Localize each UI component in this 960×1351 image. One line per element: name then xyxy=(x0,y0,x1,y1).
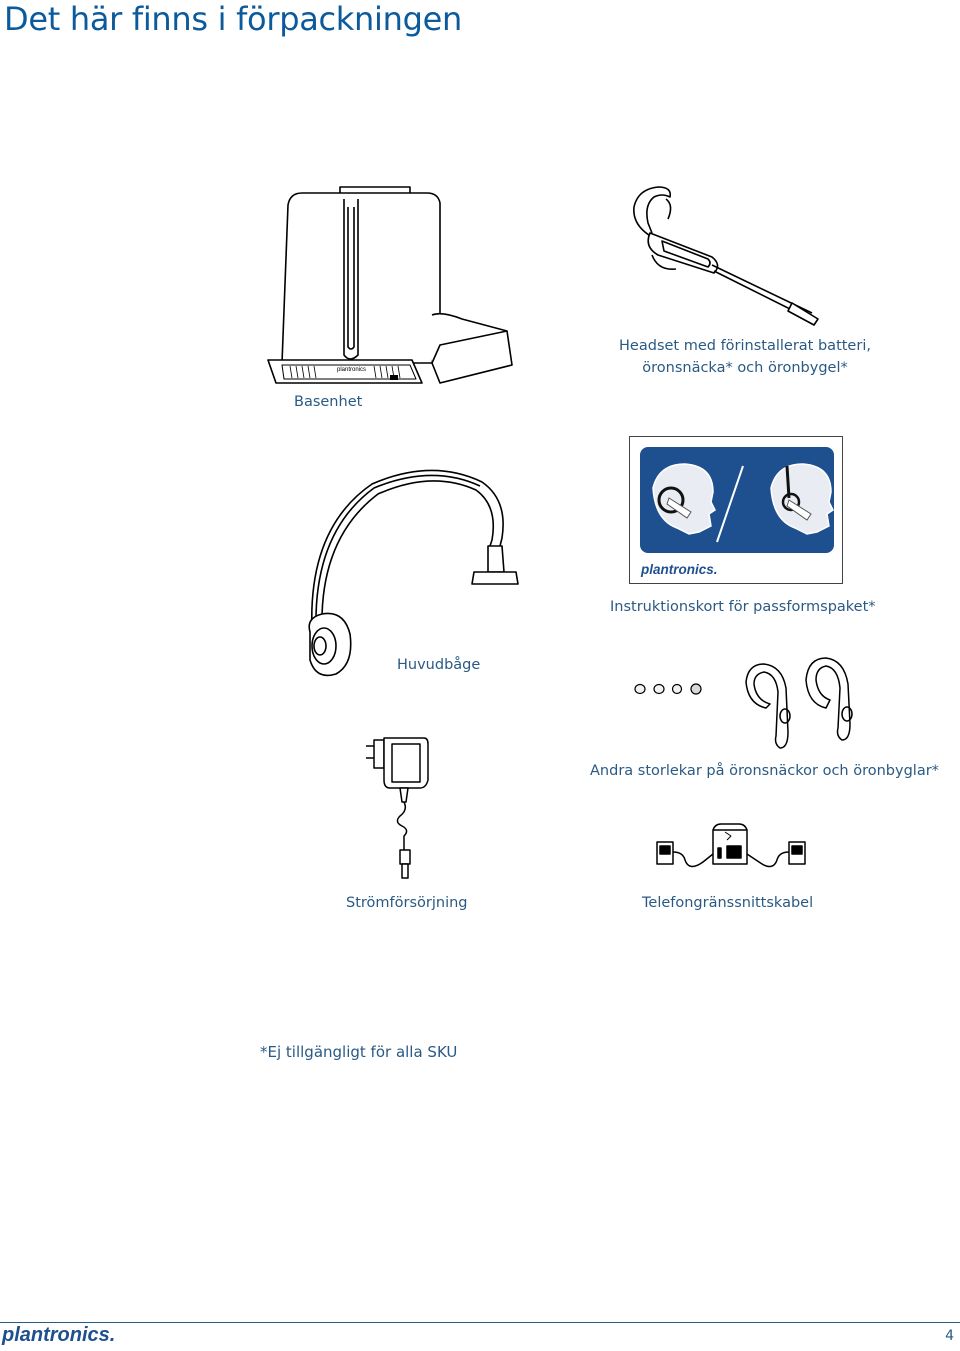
headset-label-line1: Headset med förinstallerat batteri, xyxy=(619,338,871,354)
phone-cable-illustration xyxy=(655,822,807,872)
power-supply-label: Strömförsörjning xyxy=(346,895,468,911)
footer-divider xyxy=(0,1322,960,1323)
headset-label-line2: öronsnäcka* och öronbygel* xyxy=(642,360,848,376)
eartips-label: Andra storlekar på öronsnäckor och öronbyglar* xyxy=(590,763,939,779)
page-number: 4 xyxy=(945,1328,954,1344)
headset-illustration xyxy=(622,185,822,330)
footer-logo: plantronics. xyxy=(2,1324,116,1346)
phone-cable-label: Telefongränssnittskabel xyxy=(642,895,814,911)
instruction-card xyxy=(629,436,843,584)
base-unit-label: Basenhet xyxy=(294,394,363,410)
footnote: *Ej tillgängligt för alla SKU xyxy=(260,1043,458,1061)
instruction-card-label: Instruktionskort för passformspaket* xyxy=(610,599,876,615)
eartips-illustration xyxy=(630,652,866,754)
card-logo-text: plantronics. xyxy=(641,562,718,577)
base-unit-illustration xyxy=(262,185,517,395)
power-supply-illustration xyxy=(364,736,430,882)
base-logo-text: plantronics xyxy=(337,367,367,373)
page-title: Det här finns i förpackningen xyxy=(4,0,462,38)
headband-label: Huvudbåge xyxy=(397,657,481,673)
